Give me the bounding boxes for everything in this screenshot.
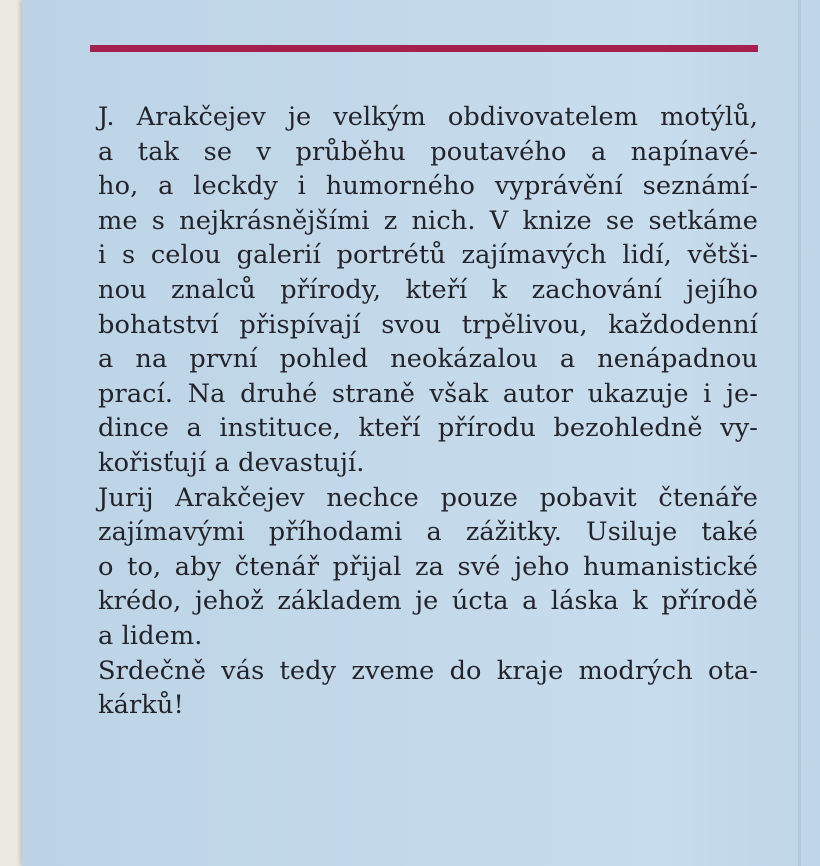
blurb-line: prací. Na druhé straně však autor ukazuje i je-: [98, 378, 758, 409]
blurb-line: krédo, jehož základem je úcta a láska k přírodě: [98, 586, 758, 617]
blurb-line: ho, a leckdy i humorného vyprávění seznámí-: [98, 171, 758, 202]
book-cover-flap: [22, 0, 820, 866]
blurb-line: me s nejkrásnějšími z nich. V knize se setkáme: [98, 205, 758, 236]
blurb-line: a na první pohled neokázalou a nenápadnou: [98, 344, 758, 375]
blurb-line: kárků!: [98, 690, 184, 721]
blurb-line: i s celou galerií portrétů zajímavých lidí, větši-: [98, 240, 758, 271]
cover-fold: [798, 0, 801, 866]
blurb-text: [98, 100, 758, 723]
blurb-line: zajímavými příhodami a zážitky. Usiluje také: [98, 517, 758, 548]
blurb-line: bohatství přispívají svou trpělivou, každodenní: [98, 309, 758, 340]
blurb-line: Jurij Arakčejev nechce pouze pobavit čtenáře: [98, 482, 758, 513]
blurb-line: dince a instituce, kteří přírodu bezohledně vy-: [98, 413, 758, 444]
blurb-line: o to, aby čtenář přijal za své jeho humanistické: [98, 551, 758, 582]
blurb-line: nou znalců přírody, kteří k zachování jejího: [98, 274, 758, 305]
blurb-line: kořisťují a devastují.: [98, 447, 365, 478]
blurb-line: a lidem.: [98, 620, 203, 651]
blurb-line: J. Arakčejev je velkým obdivovatelem motýlů,: [98, 102, 758, 132]
decorative-red-rule: [90, 45, 758, 52]
blurb-line: a tak se v průběhu poutavého a napínavé-: [98, 136, 758, 167]
blurb-line: Srdečně vás tedy zveme do kraje modrých ota-: [98, 655, 758, 686]
